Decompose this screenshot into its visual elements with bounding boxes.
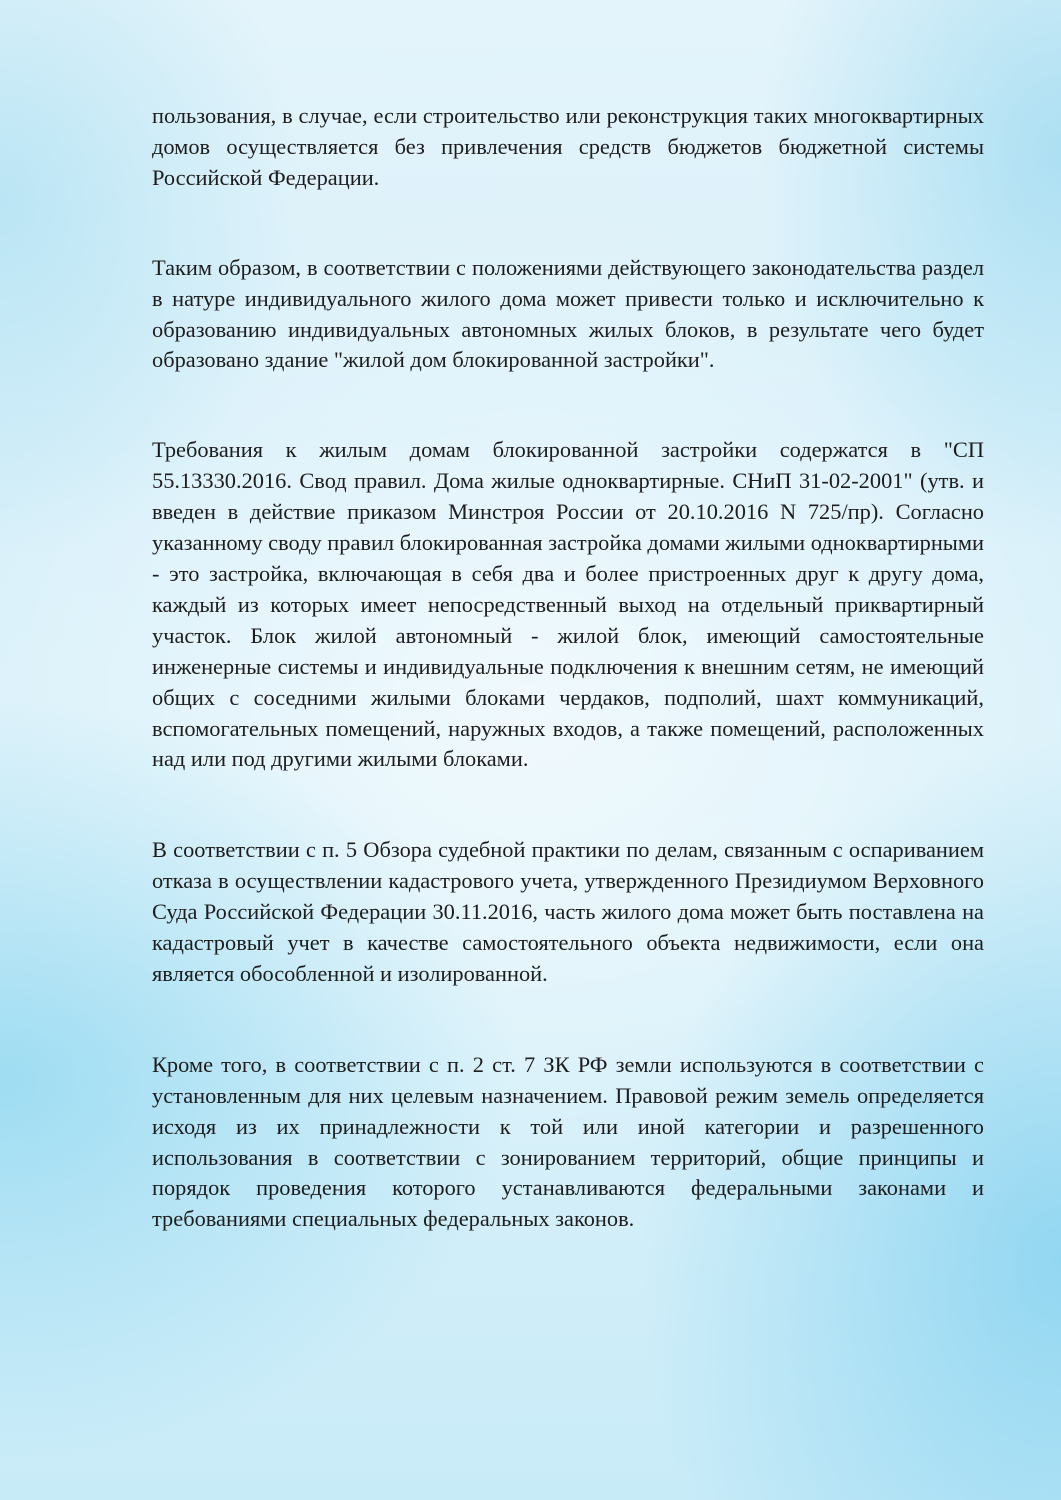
paragraph-1: пользования, в случае, если строительство или реконструкция таких многоквартирных домов осуществляется без привлечения средств бюджетов бюджетной системы Российской Федерации.: [152, 103, 984, 190]
document-page: [152, 101, 984, 1235]
paragraph-3: Требования к жилым домам блокированной застройки содержатся в "СП 55.13330.2016. Свод правил. Дома жилые одноквартирные. СНиП 31-02-2001" (утв. и введен в действие приказом Минстроя России от 20.10.2016 N 725/пр). Согласно указанному своду правил блокированная застройка домами жилыми одноквартирными - это застройка, включающая в себя два и более пристроенных друг к другу дома, каждый из которых имеет непосредственный выход на отдельный приквартирный участок. Блок жилой автономный - жилой блок, имеющий самостоятельные инженерные системы и индивидуальные подключения к внешним сетям, не имеющий общих с соседними жилыми блоками чердаков, подполий, шахт коммуникаций, вспомогательных помещений, наружных входов, а также помещений, расположенных над или под другими жилыми блоками.: [152, 437, 984, 772]
paragraph-4: В соответствии с п. 5 Обзора судебной практики по делам, связанным с оспариванием отказа в осуществлении кадастрового учета, утвержденного Президиумом Верховного Суда Российской Федерации 30.11.2016, часть жилого дома может быть поставлена на кадастровый учет в качестве самостоятельного объекта недвижимости, если она является обособленной и изолированной.: [152, 837, 984, 986]
paragraph-2: Таким образом, в соответствии с положениями действующего законодательства раздел в натуре индивидуального жилого дома может привести только и исключительно к образованию индивидуальных автономных жилых блоков, в результате чего будет образовано здание "жилой дом блокированной застройки".: [152, 254, 984, 373]
paragraph-5: Кроме того, в соответствии с п. 2 ст. 7 ЗК РФ земли используются в соответствии с установленным для них целевым назначением. Правовой режим земель определяется исходя из их принадлежности к той или иной категории и разрешенного использования в соответствии с зонированием территорий, общие принципы и порядок проведения которого устанавливаются федеральными законами и требованиями специальных федеральных законов.: [152, 1051, 984, 1232]
